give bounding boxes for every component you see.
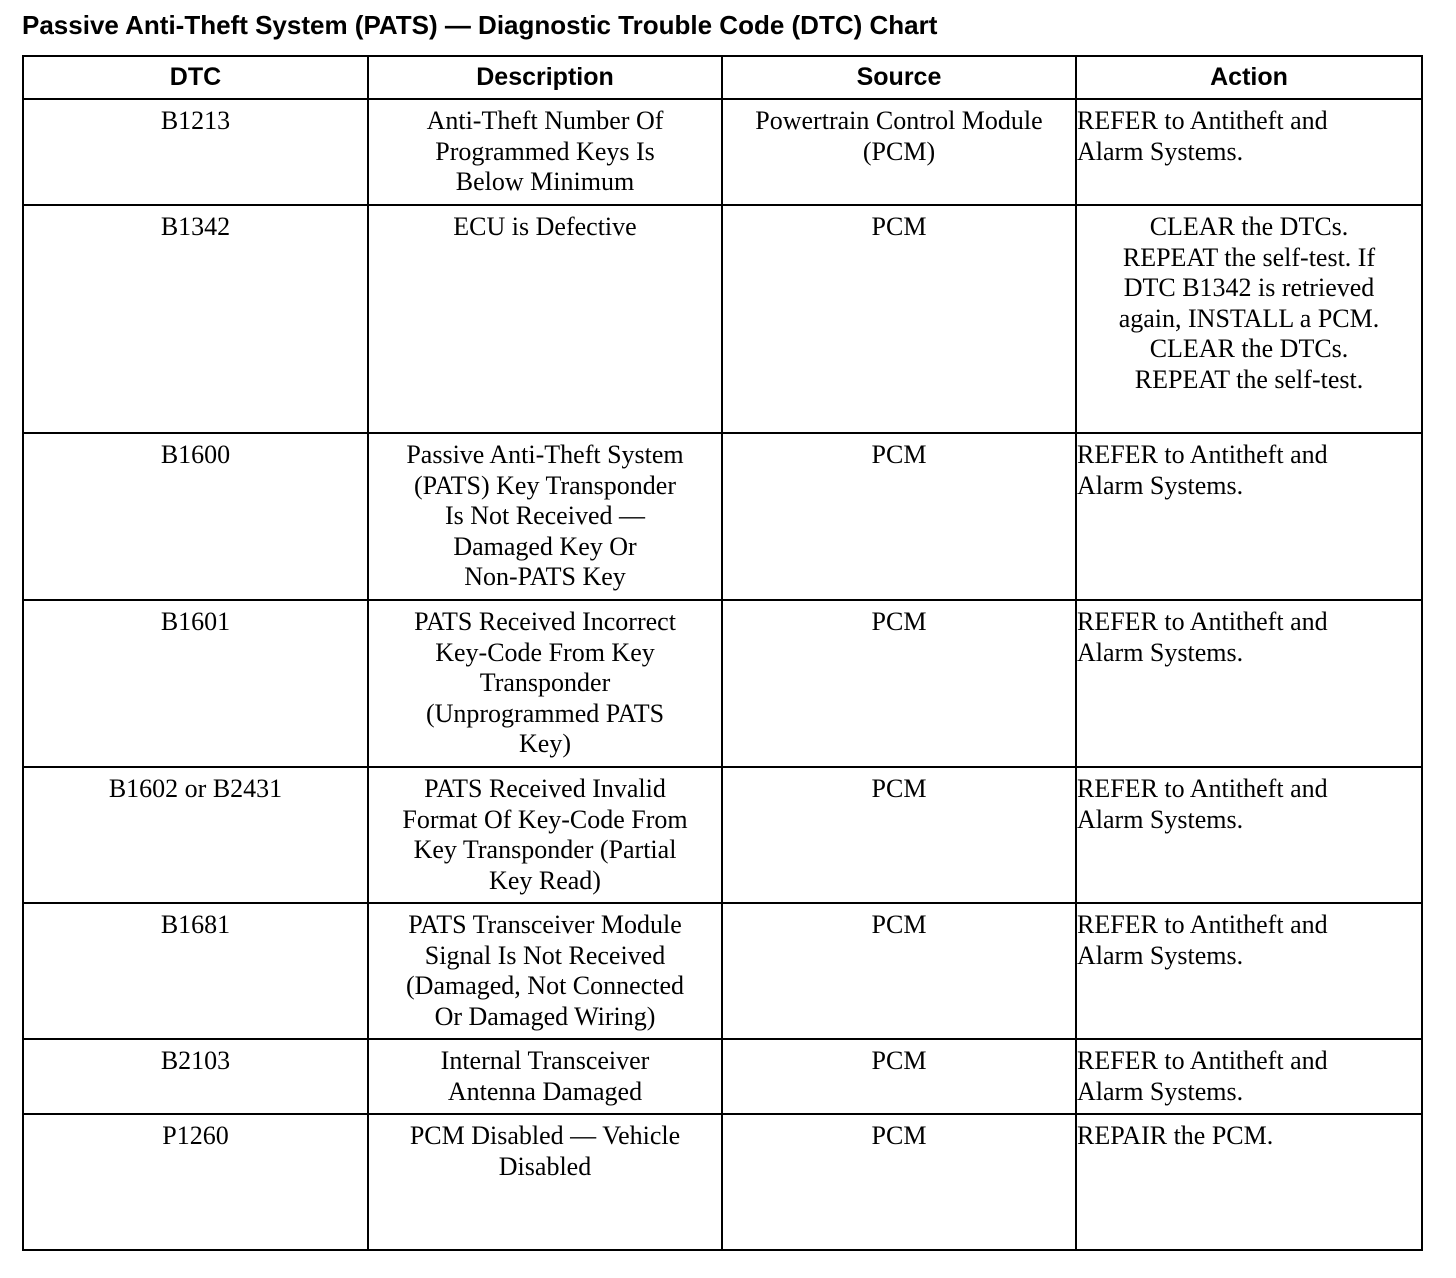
table-row	[23, 205, 1422, 433]
action-line: again, INSTALL a PCM.	[1118, 303, 1380, 333]
page-title: Passive Anti-Theft System (PATS) — Diagnostic Trouble Code (DTC) Chart	[22, 10, 938, 40]
description-line: PATS Received Invalid	[424, 774, 666, 803]
action-line: REPAIR the PCM.	[1077, 1121, 1274, 1150]
table-row	[23, 1039, 1422, 1114]
description-cell	[368, 99, 722, 205]
description-line: (PATS) Key Transponder	[414, 470, 676, 500]
description-line: (Damaged, Not Connected	[406, 971, 684, 1000]
action-line: Alarm Systems.	[1077, 637, 1244, 667]
description-line: PATS Received Incorrect	[414, 607, 676, 636]
description-cell	[368, 1039, 722, 1114]
dtc-code-cell: B2103	[23, 1039, 368, 1114]
table-row	[23, 767, 1422, 903]
source-line: PCM	[871, 607, 927, 636]
table-row	[23, 433, 1422, 600]
header-dtc: DTC	[23, 56, 368, 99]
description-line: Disabled	[498, 1151, 592, 1181]
description-line: Key Transponder (Partial	[413, 835, 677, 864]
source-line: PCM	[871, 1046, 927, 1075]
description-line: (Unprogrammed PATS	[425, 698, 665, 728]
source-cell	[722, 600, 1076, 767]
dtc-chart-table	[22, 55, 1423, 1251]
source-line: (PCM)	[862, 136, 936, 166]
header-action: Action	[1076, 56, 1422, 99]
action-line: DTC B1342 is retrieved	[1123, 273, 1375, 302]
source-cell	[722, 903, 1076, 1039]
table-row	[23, 1114, 1422, 1250]
dtc-code-cell: B1602 or B2431	[23, 767, 368, 903]
source-line: Powertrain Control Module	[755, 106, 1043, 135]
table-row	[23, 903, 1422, 1039]
source-line: PCM	[871, 1121, 927, 1150]
action-cell	[1076, 903, 1422, 1039]
description-line: Anti-Theft Number Of	[426, 106, 664, 135]
dtc-code-cell: B1681	[23, 903, 368, 1039]
description-line: Internal Transceiver	[440, 1046, 650, 1075]
action-cell	[1076, 433, 1422, 600]
source-cell	[722, 205, 1076, 433]
action-line: Alarm Systems.	[1077, 804, 1244, 834]
description-line: PATS Transceiver Module	[408, 910, 682, 939]
description-line: Format Of Key-Code From	[402, 804, 688, 834]
description-line: Damaged Key Or	[453, 531, 637, 561]
header-source: Source	[722, 56, 1076, 99]
source-cell	[722, 1039, 1076, 1114]
action-line: Alarm Systems.	[1077, 940, 1244, 970]
action-line: Alarm Systems.	[1077, 1076, 1244, 1106]
action-line: REFER to Antitheft and	[1077, 774, 1328, 803]
description-line: Passive Anti-Theft System	[406, 440, 684, 469]
description-cell	[368, 205, 722, 433]
description-line: Key)	[519, 729, 571, 758]
action-line: REFER to Antitheft and	[1077, 607, 1328, 636]
description-line: Signal Is Not Received	[424, 940, 666, 970]
action-line: CLEAR the DTCs.	[1149, 334, 1349, 363]
action-line: REFER to Antitheft and	[1077, 440, 1328, 469]
description-cell	[368, 767, 722, 903]
source-line: PCM	[871, 212, 927, 241]
description-line: Programmed Keys Is	[435, 136, 655, 166]
description-cell	[368, 903, 722, 1039]
description-line: Key-Code From Key	[435, 637, 655, 667]
action-line: REFER to Antitheft and	[1077, 910, 1328, 939]
dtc-code-cell: B1600	[23, 433, 368, 600]
source-line: PCM	[871, 774, 927, 803]
action-cell	[1076, 767, 1422, 903]
dtc-code-cell: P1260	[23, 1114, 368, 1250]
action-cell	[1076, 600, 1422, 767]
source-line: PCM	[871, 910, 927, 939]
description-line: Or Damaged Wiring)	[434, 1001, 656, 1031]
action-line: REFER to Antitheft and	[1077, 1046, 1328, 1075]
description-line: Non-PATS Key	[464, 562, 626, 591]
action-line: REPEAT the self-test. If	[1122, 242, 1376, 272]
source-cell	[722, 99, 1076, 205]
source-cell	[722, 1114, 1076, 1250]
action-line: CLEAR the DTCs.	[1149, 212, 1349, 241]
description-line: Transponder	[479, 668, 611, 697]
dtc-code-cell: B1342	[23, 205, 368, 433]
action-line: REFER to Antitheft and	[1077, 106, 1328, 135]
description-line: Antenna Damaged	[447, 1076, 643, 1106]
action-cell	[1076, 205, 1422, 433]
table-row	[23, 600, 1422, 767]
description-cell	[368, 1114, 722, 1250]
description-line: ECU is Defective	[453, 212, 637, 241]
description-cell	[368, 600, 722, 767]
description-line: Below Minimum	[455, 167, 635, 196]
dtc-code-cell: B1213	[23, 99, 368, 205]
header-description: Description	[368, 56, 722, 99]
description-line: Is Not Received —	[444, 501, 645, 530]
table-header-row	[23, 56, 1422, 99]
table-row	[23, 99, 1422, 205]
action-line: REPEAT the self-test.	[1134, 364, 1364, 394]
action-line: Alarm Systems.	[1077, 136, 1244, 166]
action-line: Alarm Systems.	[1077, 470, 1244, 500]
dtc-code-cell: B1601	[23, 600, 368, 767]
action-cell	[1076, 1039, 1422, 1114]
action-cell	[1076, 1114, 1422, 1250]
source-line: PCM	[871, 440, 927, 469]
description-cell	[368, 433, 722, 600]
description-line: Key Read)	[489, 865, 601, 895]
source-cell	[722, 433, 1076, 600]
description-line: PCM Disabled — Vehicle	[409, 1121, 681, 1150]
source-cell	[722, 767, 1076, 903]
action-cell	[1076, 99, 1422, 205]
